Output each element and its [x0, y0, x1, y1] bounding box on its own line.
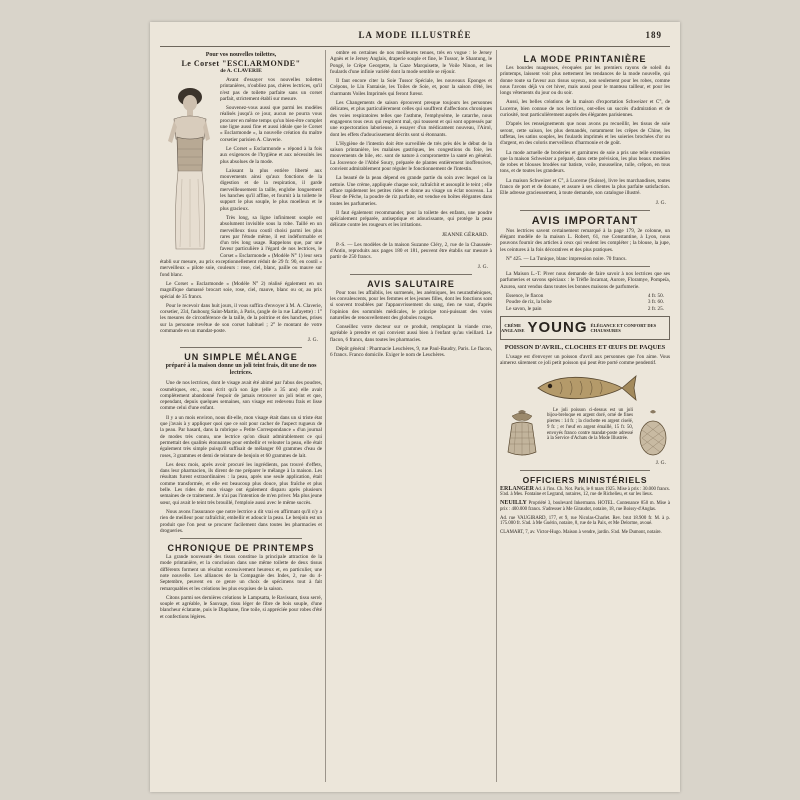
printaniere-paragraph: Aussi, les belles créations de la maison d'exportation Schweizer et C°, de Lucerne, bien connue de nos lectrices, ont-elles un succès d'admiration et de curiosité, tout particulièrement auprès des élégantes parisiennes. — [500, 99, 670, 119]
column-rule — [496, 50, 497, 782]
avis-paragraph: Nos lectrices savent certainement remarqué à la page 179, 2e colonne, un élégant modèle de la maison L. Robert, 61, rue Constantine, à Lyon, nous pouvons fournir des articles à ceux qui veulent les compléter ; la blouse, la jupe, les ceintures à la fois décoratives et des plus pratiques. — [500, 227, 670, 253]
corset-paragraph: Avant d'essayer vos nouvelles toilettes printanières, n'oubliez pas, chères lectrices, qu'il n'est pas de toilette parfaite sans un corset parfait, strictement établi sur mesure. — [220, 77, 322, 102]
officiers-title: OFFICIERS MINISTÉRIELS — [522, 474, 648, 485]
corset-byline: de A. CLAVERIE — [220, 68, 262, 74]
journal-title: LA MODE ILLUSTRÉE — [358, 30, 472, 40]
running-header — [160, 30, 670, 44]
price-label: Le savon, le pain — [506, 305, 542, 312]
corset-paragraph: Le Corset « Esclarmonde » (Modèle N° 2) réalisé également en un magnifique damassé brocart soie, rose, ciel, mauve, blanc ou or, au prix spécial de 35 francs. — [160, 280, 322, 300]
column-left — [160, 50, 322, 784]
column-middle — [330, 50, 492, 784]
avis-title: AVIS IMPORTANT — [531, 214, 639, 227]
salutaire-paragraph: Pour tous les affaiblis, les surmenés, les anémiques, les neurasthéniques, les convalescents, pour les femmes et les jeunes filles, dont les fonctions sont si souvent troublées par l'appauvrissement du sang, rien ne vaut, d'après l'opinion des sommités médicales, le principe toni-puissant des voies naturelles de renouvellement des globules rouges. — [330, 289, 492, 321]
legal-notice-text: CLAMART, 7, av. Victor-Hugo. Maison à vendre, jardin. S'ad. Me Dumont, notaire. — [500, 530, 662, 536]
salutaire-paragraph: Dépôt général : Pharmacie Leuchères, 9, rue Paul-Baudry, Paris. Le flacon, 6 francs. Franco domicile. Exiger le nom de Leuchères. — [330, 345, 492, 359]
column-rule — [325, 50, 326, 782]
corset-kicker: Pour vos nouvelles toilettes, — [205, 52, 277, 58]
legal-notice-name: ERLANGER — [500, 485, 535, 492]
article-paragraph: La beauté de la peau dépend en grande partie du soin avec lequel on la nettoie. Une crème, appliquée chaque soir, rafraîchit et assouplit le teint ; elle efface rapidement les petites rides et donne au visage un éclat nouveau. La Fleur de Pêche, la poudre de riz parfaite, est vendue en boîtes élégantes dans toutes les parfumeries. — [330, 175, 492, 207]
legal-notice-text: Propriété 3, boulevard Inkermann. HOTEL. Contenance 850 m. Mise à prix : 400.000 francs. S'adresser à Me Giraudot, notaire, 18, rue Boissy-d'Anglas. — [500, 501, 670, 512]
printaniere-paragraph: Les bourdes nuageuses, évoquées par les premiers rayons de soleil du printemps, laissent voir plus nettement les tendances de la mode nouvelle, qui donne toute sa faveur aux tissus soyeux, non seulement pour les robes, comme nous l'avons déjà vu cet hiver, mais aussi pour le manteau tailleur, et pour les longs vêtements du jour ou du soir. — [500, 65, 670, 97]
young-left-text: CRÈME ANGLAISE — [501, 322, 525, 333]
price-value: 3 fr. 60. — [647, 299, 664, 306]
melange-paragraph: Les deux mois, après avoir procuré les ingrédients, pas trouvé d'effets, dans leur pharmacien, ils dirent de me préparer le mélange à la maison. Les résultats furent extraordinaires : la peau, après une seule application, était comme transformée, et elle est beaucoup plus douce, plus fraîche et plus belle. Les rides de mon visage ont également disparu après plusieurs semaines de ce traitement. Je n'ai pas l'intention de m'en priver. Ma plus jeune sœur, qui avait le teint très brouillé, l'emploie aussi avec le même succès. — [160, 461, 322, 506]
fish-pendant-image — [530, 370, 640, 406]
section-divider — [180, 538, 302, 539]
section-divider — [350, 274, 472, 275]
poisson-paragraph: Le joli poisson ci-dessus est un joli bijou-breloque en argent doré, orné de fines pierres : 14 fr. ; la clochette en argent ciselé, 9 fr. ; et l'œuf en argent émaillé, 15 fr. 50, envoyés franco contre mandat-poste adressé à la Service d'Achats de la Mode Illustrée. — [547, 407, 633, 442]
article-paragraph: ombre en certaines de nos meilleures tenues, très en vogue : le Jersey Agnès et le Jersey Anglais, draperie souple et fine, le Tussor, le Shantung, le Pongé, le Crêpe Georgette, la Gaze Marquisette, le Voile Ninon, et les foulards d'une infinie variété dont la mode semble se réjouir. — [330, 50, 492, 75]
printaniere-paragraph: D'après les renseignements que nous avons pu recueillir, les tissus de soie seront, cette saison, les plus demandés, notamment les crêpes de Chine, les taffetas, les satins souples, les foulards imprimés et les soieries brochées d'or ou d'argent, en des coloris merveilleux d'harmonie et de goût. — [500, 121, 670, 147]
melange-title: UN SIMPLE MÉLANGE — [184, 352, 298, 363]
article-paragraph: L'Hygiène de l'intestin doit être surveillée de très près dès le début de la saison printanière, les malaises gastriques, les congestions du foie, les mouvements de bile, etc. sont de nature à compromettre la santé en général. La Jouvence de l'Abbé Soury, préparée de plantes entièrement inoffensives, convient admirablement pour réguler le fonctionnement de l'intestin. — [330, 140, 492, 173]
article-paragraph: Il faut également recommander, pour la toilette des enfants, une poudre spécialement préparée, antiseptique et adoucissante, qui protège la peau délicate contre les rougeurs et les irritations. — [330, 209, 492, 229]
melange-paragraph: Nous avons l'assurance que notre lectrice a dit vrai en affirmant qu'il n'y a rien de meilleur pour rafraîchir, embellir et adoucir la peau. Le benjoin est un produit que l'on peut se procurer facilement dans toutes les pharmacies et drogueries. — [160, 508, 322, 534]
article-paragraph: Il faut encore citer la Soie Tussor Spéciale, les nouveaux Eponges et Crépons, le Lin Fantaisie, les Toiles de Soie, et, pour la saison d'été, les charmants Voiles Imprimés qui feront fureur. — [330, 78, 492, 97]
legal-notice-text: Ad. rue VAUGIRARD, 177, et 9, rue Nicolas-Charlet. Rev. brut 18.900 fr. M. à p. 175.000 fr. S'ad. à Me Guérin, notaire, 8, rue de la Paix, et Me Delorme, avoué. — [500, 515, 670, 527]
price-line — [500, 306, 670, 312]
printaniere-paragraph: La mode actuelle de broderies et garnitures de soie a pris une telle extension que la maison Schweizer a préparé, dans cette prévision, les plus beaux modèles de robes et blouses brodées sur batiste, voile, mousseline, tulle, crêpon, en tous tons, et de toutes les grandeurs. — [500, 149, 670, 175]
price-value: 2 fr. 25. — [647, 305, 664, 312]
pendant-images — [500, 408, 670, 458]
legal-notice — [500, 487, 670, 499]
postscript-signature: J. G. — [477, 263, 488, 270]
section-divider — [520, 210, 650, 211]
column-right — [500, 50, 670, 784]
printaniere-signature: J. G. — [655, 199, 666, 206]
price-value: 4 fr. 50. — [647, 293, 664, 300]
young-right-text: ÉLÉGANCE ET CONFORT DES CHAUSSURES — [590, 322, 657, 333]
chronique-title: CHRONIQUE DE PRINTEMPS — [167, 543, 315, 554]
young-brand: YOUNG — [527, 319, 588, 337]
price-label: Essence, le flacon — [506, 293, 544, 300]
bell-pendant-image — [500, 408, 544, 458]
legal-notice-name: NEUILLY — [500, 500, 527, 507]
poisson-title: POISSON D'AVRIL, CLOCHES ET ŒUFS DE PAQUES — [504, 343, 666, 351]
avis-paragraph: La Maison L.-T. Piver nous demande de faire savoir à nos lectrices que ses parfumeries et savons spéciaux : le Trèfle Incarnat, Aurore, Floramye, Pompeïa, Azurea, sont vendus dans toutes les bonnes maisons de parfumerie. — [500, 271, 670, 290]
chronique-paragraph: La grande nouveauté des tissus constitue la principale attraction de la mode printanière, et la conclusion dans une même toilette de deux tissus différents forment un résultat excessivement heureux et, en particulier, une note nouvelle. Les alliances de la Compagnie des Indes, 2, rue du 4-Septembre, peuvent en ce genre un choix de spécimens tout à fait remarquables et les créations les plus exquises de la saison. — [160, 554, 322, 592]
chronique-paragraph: Citons parmi ses dernières créations le Lampsatta, le Ravissant, tissu serré, souple et agréable, le Sauvage, tissu léger de fibre de bois souple, d'une blancheur éclatante, puis le Diaphane, fine toile, si appréciée pour robes d'été et confections légères. — [160, 594, 322, 620]
legal-notice — [500, 530, 670, 536]
corset-signature: J. G. — [307, 337, 318, 344]
corset-paragraph: Pour le recevoir dans huit jours, il vous suffira d'envoyer à M. A. Claverie, corsetier, 234, faubourg Saint-Martin, à Paris, (angle de la rue Lafayette) : 1° les mesures de circonférence de la taille, de la poitrine et des hanches, prises sur la personne revêtue de son corset habituel ; 2° le montant de votre commande en un mandat-poste. — [160, 302, 322, 334]
melange-paragraph: Il y a un mois environ, nous dit-elle, mon visage était dans un si triste état que j'avais à y appliquer quoi que ce soit pour cacher de l'aspect rugueux de la peau. Par hasard, dans la rubrique « Petite Correspondance » d'un journal de modes très connu, une lectrice qu'on disait admirablement ce qui permettait des qualités étonnantes pour embellir et velouter la peau, elle était également très simple puisqu'il suffisait de mélanger 60 grammes d'eau de roses, 3 grammes et demi de teinture de benjoin et 60 grammes de lait. — [160, 414, 322, 459]
melange-subtitle: préparé à la maison donne un joli teint frais, dit une de nos lectrices. — [165, 363, 317, 377]
corset-paragraph: Très long, sa ligne infiniment souple est absolument invisible sous la robe. Taillé en un merveilleux tissu coutil choisi parmi les plus rares par l'étude même, il est indéformable et d'un très long usage. Rappelons que, par une faveur particulière à l'égard de nos lectrices, le Corset « Esclarmonde » (Modèle N° 1) leur sera établi sur mesure, au prix exceptionnellement réduit de 29 fr. 90, en coutil « merveilleux » pilote soie, couleurs : rose, ciel, blanc, paille ou mauve sur fond blanc. — [160, 214, 322, 278]
magazine-page — [150, 22, 680, 792]
printaniere-paragraph: La maison Schweizer et C°, à Lucerne (Suisse), livre les marchandises, toutes franco de port et de douane, et assure à ses clientes la plus parfaite satisfaction. Elle adresse gracieusement, à toute demande, son catalogue illustré. — [500, 177, 670, 197]
corset-title: Le Corset "ESCLARMONDE" — [181, 59, 301, 68]
corset-paragraph: Laissant la plus entière liberté aux mouvements ainsi qu'aux fonctions de la digestion et de la respiration, il garde merveilleusement la taille, englobe longuement les hanches qu'il affine, et fournit à la toilette le support le plus souple, le plus moelleux et le plus gracieux. — [220, 167, 322, 212]
price-label: Poudre de riz, la boîte — [506, 299, 552, 306]
header-rule — [160, 46, 670, 47]
corset-paragraph: Souvenez-vous aussi que parmi les modèles réalisés jusqu'à ce jour, aucun ne pourra vous procurer en même temps qu'un bien-être complet une ligne aussi fine et aussi idéale que le Corset « Esclarmonde », la nouvelle création du maître corsetier parisien A. Claverie. — [220, 105, 322, 143]
legal-notice — [500, 501, 670, 513]
page-number: 189 — [645, 30, 662, 40]
legal-notice — [500, 516, 670, 528]
legal-notice-text: Ad. à l'ins. Ch. Not. Paris, le 8 mars 1925. Mise à prix : 30.000 francs. S'ad. à Mes. Fontaine et Legrand, notaires, 12, rue de Richelieu, et sur les lieux. — [500, 486, 670, 498]
salutaire-title: AVIS SALUTAIRE — [367, 278, 455, 289]
melange-paragraph: Une de nos lectrices, dont le visage avait été abimé par l'abus des poudres, cosmétiques, etc., nous écrit qu'à son âge (elle a 35 ans) elle avait complètement abandonné l'espoir de jamais retrouver un joli teint et que, cependant, depuis quelques semaines, son visage est redevenu frais et lisse comme celui d'une enfant. — [160, 380, 322, 412]
section-divider — [520, 266, 650, 267]
young-advertisement — [500, 316, 670, 340]
article-signature: JEANNE GÉRARD. — [441, 231, 488, 238]
poisson-signature: J. G. — [655, 459, 666, 466]
article-paragraph: Les Changements de saison éprouvent presque toujours les personnes délicates, et plus particulièrement celles qui souffrent d'affections chroniques des voies respiratoires telles que l'asthme, l'emphysème, le catarrhe, nous engageons tous ceux qui respirent mal, qui toussent et qui sont oppressés par une expectoration laborieuse, à essayer d'un médicament nouveau, l'Airol, dont les effets d'adoucissement décrits sont si étonnants. — [330, 100, 492, 138]
salutaire-paragraph: Conseillez votre docteur sur ce produit, remplaçant la viande crue, agréable à prendre et qui convient aussi bien à l'enfant qu'au vieillard. Le flacon, 6 francs, dans toutes les pharmacies. — [330, 324, 492, 343]
corset-paragraph: Le Corset « Esclarmonde » répond à la fois aux exigences de l'hygiène et aux nécessités les plus absolues de la mode. — [220, 145, 322, 165]
section-divider — [180, 347, 302, 348]
postscript-paragraph: P.-S. — Les modèles de la maison Suzanne Cléry, 2, rue de la Chaussée-d'Antin, reproduits aux pages 180 et 181, peuvent être établis sur mesure à partir de 250 francs. — [330, 241, 492, 261]
printaniere-title: LA MODE PRINTANIÈRE — [523, 54, 647, 64]
poisson-paragraph: L'usage est d'envoyer un poisson d'avril aux personnes que l'on aime. Vous aimerez sûrement ce joli petit poisson qui peut être porté comme pendentif. — [500, 353, 670, 367]
avis-paragraph: N° 425. — La Tunique, blanc impression noire. 70 francs. — [506, 255, 627, 262]
corset-illustration-image — [160, 79, 216, 255]
egg-pendant-image — [636, 408, 670, 458]
section-divider — [520, 470, 650, 471]
